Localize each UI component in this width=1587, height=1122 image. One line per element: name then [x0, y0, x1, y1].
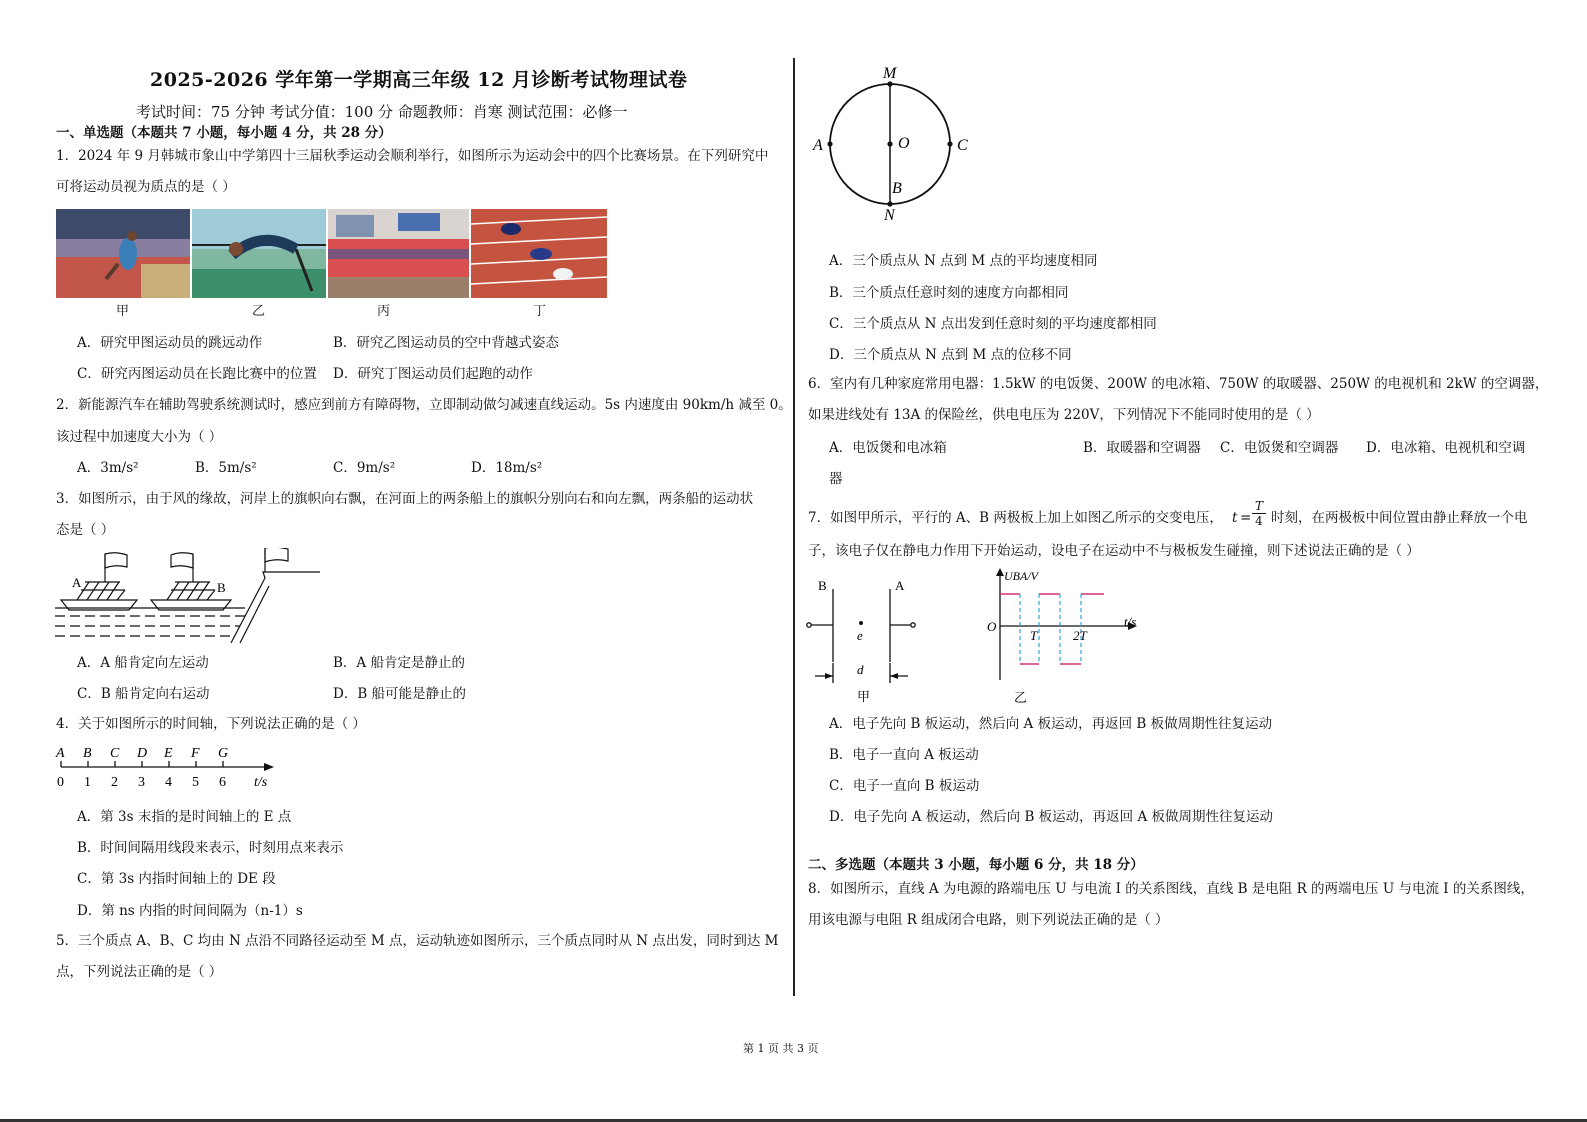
q2-option-d[interactable]: D．18m/s²: [471, 460, 543, 476]
q7-fraction-den: 4: [1252, 513, 1266, 528]
q2-stem-line2: 该过程中加速度大小为（ ）: [56, 429, 223, 445]
q7-option-b[interactable]: B．电子一直向 A 板运动: [829, 747, 979, 763]
q4-option-a[interactable]: A．第 3s 末指的是时间轴上的 E 点: [77, 809, 292, 825]
q6-option-b[interactable]: B．取暖器和空调器: [1083, 440, 1201, 456]
circle-label-n: N: [884, 207, 895, 224]
boat-b-label: B: [217, 580, 226, 595]
photo-long-distance-run: [328, 209, 469, 298]
circle-label-b: B: [892, 180, 902, 197]
voltage-graph-caption: 乙: [1014, 690, 1028, 705]
timeline-tick-label: 0: [57, 775, 64, 790]
column-divider: [793, 58, 795, 996]
q1-option-a[interactable]: A．研究甲图运动员的跳远动作: [77, 335, 263, 351]
plates-caption: 甲: [857, 689, 871, 704]
voltage-graph-figure: [980, 568, 1150, 710]
circle-label-o: O: [898, 135, 910, 152]
timeline-point-label: C: [110, 746, 120, 761]
voltage-graph-tick-2t: 2T: [1073, 628, 1087, 643]
q7-fraction: [1252, 499, 1266, 528]
timeline-tick-label: 6: [219, 775, 226, 790]
q7-equals: =: [1240, 510, 1252, 526]
q1-option-b[interactable]: B．研究乙图运动员的空中背越式姿态: [333, 335, 559, 351]
q5-option-c[interactable]: C．三个质点从 N 点出发到任意时刻的平均速度都相同: [829, 316, 1157, 332]
q5-stem-line1: 5．三个质点 A、B、C 均由 N 点沿不同路径运动至 M 点，运动轨迹如图所示，三个质点同时从 N 点出发，同时到达 M: [56, 933, 779, 949]
timeline-axis-label: t/s: [254, 775, 268, 790]
timeline-tick-label: 1: [84, 775, 91, 790]
boats-figure: [55, 548, 330, 654]
q8-stem-line1: 8．如图所示，直线 A 为电源的路端电压 U 与电流 I 的关系图线，直线 B 是电阻 R 的两端电压 U 与电流 I 的关系图线，: [808, 881, 1534, 897]
voltage-graph-xlabel: t/s: [1124, 614, 1137, 629]
q2-option-a[interactable]: A．3m/s²: [77, 460, 139, 476]
gap-label: d: [857, 662, 864, 677]
plate-b-label: B: [818, 578, 827, 593]
section-heading-multi-choice: 二、多选题（本题共 3 小题，每小题 6 分，共 18 分）: [808, 857, 1144, 873]
q2-stem-line1: 2．新能源汽车在辅助驾驶系统测试时，感应到前方有障碍物，立即制动做匀减速直线运动。5s 内速度由 90km/h 减至 0。: [56, 397, 792, 413]
q2-option-c[interactable]: C．9m/s²: [333, 460, 396, 476]
circle-label-m: M: [883, 65, 897, 82]
q6-stem-line1: 6．室内有几种家庭常用电器：1.5kW 的电饭煲、200W 的电冰箱、750W 的取暖器、250W 的电视机和 2kW 的空调器，: [808, 376, 1549, 392]
q1-stem-line2: 可将运动员视为质点的是（ ）: [56, 179, 236, 195]
q7-option-c[interactable]: C．电子一直向 B 板运动: [829, 778, 980, 794]
photo-caption-jia: 甲: [116, 304, 130, 319]
q3-stem-line1: 3．如图所示，由于风的缘故，河岸上的旗帜向右飘，在河面上的两条船上的旗帜分别向右和向左飘，两条船的运动状: [56, 491, 754, 507]
q7-var-t: t: [1232, 510, 1238, 526]
q6-stem-line2: 如果进线处有 13A 的保险丝，供电电压为 220V，下列情况下不能同时使用的是（ ）: [808, 407, 1320, 423]
q7-option-d[interactable]: D．电子先向 A 板运动，然后向 B 板运动，再返回 A 板做周期性往复运动: [829, 809, 1273, 825]
q1-stem-line1: 1．2024 年 9 月韩城市象山中学第四十三届秋季运动会顺利举行，如图所示为运动会中的四个比赛场景。在下列研究中: [56, 148, 769, 164]
timeline-figure: [52, 742, 277, 792]
q5-option-b[interactable]: B．三个质点任意时刻的速度方向都相同: [829, 285, 1069, 301]
q7-stem-line2: 子，该电子仅在静电力作用下开始运动，设电子在运动中不与极板发生碰撞，则下述说法正确的是（ ）: [808, 543, 1420, 559]
q3-option-c[interactable]: C．B 船肯定向右运动: [77, 686, 210, 702]
electron-label: e: [857, 628, 863, 643]
q1-option-d[interactable]: D．研究丁图运动员们起跑的动作: [333, 366, 533, 382]
q6-option-a[interactable]: A．电饭煲和电冰箱: [829, 440, 947, 456]
timeline-point-label: B: [83, 746, 92, 761]
page-title: 2025-2026 学年第一学期高三年级 12 月诊断考试物理试卷: [150, 69, 688, 91]
timeline-tick-label: 5: [192, 775, 199, 790]
plates-figure: [805, 577, 925, 709]
timeline-point-label: E: [164, 746, 173, 761]
q4-option-d[interactable]: D．第 ns 内指的时间间隔为（n-1）s: [77, 903, 303, 919]
photo-caption-bing: 丙: [377, 304, 391, 319]
timeline-tick-label: 3: [138, 775, 145, 790]
circle-paths-figure: [810, 62, 980, 226]
q7-stem-line1b: 时刻，在两极板中间位置由静止释放一个电: [1271, 510, 1528, 526]
timeline-point-label: A: [56, 746, 65, 761]
q3-option-a[interactable]: A．A 船肯定向左运动: [77, 655, 209, 671]
circle-label-a: A: [813, 137, 823, 154]
q4-stem-line1: 4．关于如图所示的时间轴，下列说法正确的是（ ）: [56, 716, 366, 732]
q3-option-d[interactable]: D．B 船可能是静止的: [333, 686, 467, 702]
q7-option-a[interactable]: A．电子先向 B 板运动，然后向 A 板运动，再返回 B 板做周期性往复运动: [829, 716, 1273, 732]
q7-fraction-num: T: [1254, 499, 1263, 513]
q5-option-a[interactable]: A．三个质点从 N 点到 M 点的平均速度相同: [829, 253, 1098, 269]
q1-option-c[interactable]: C．研究丙图运动员在长跑比赛中的位置: [77, 366, 317, 382]
q6-option-d[interactable]: D．电冰箱、电视机和空调: [1366, 440, 1526, 456]
page-footer: 第 1 页 共 3 页: [743, 1042, 819, 1055]
plate-a-label: A: [895, 578, 905, 593]
q7-stem-line1a: 7．如图甲所示，平行的 A、B 两极板上加上如图乙所示的交变电压，: [808, 510, 1223, 526]
timeline-tick-label: 4: [165, 775, 172, 790]
timeline-tick-label: 2: [111, 775, 118, 790]
q2-option-b[interactable]: B．5m/s²: [195, 460, 257, 476]
boat-a-label: A: [72, 575, 82, 590]
photo-caption-yi: 乙: [252, 304, 266, 319]
voltage-graph-ylabel: UBA/V: [1004, 569, 1038, 583]
q6-option-c[interactable]: C．电饭煲和空调器: [1220, 440, 1339, 456]
q3-stem-line2: 态是（ ）: [56, 522, 115, 538]
timeline-point-label: G: [218, 746, 229, 761]
q5-stem-line2: 点，下列说法正确的是（ ）: [56, 964, 223, 980]
q4-option-b[interactable]: B．时间间隔用线段来表示，时刻用点来表示: [77, 840, 344, 856]
photo-long-jump: [56, 209, 190, 298]
q4-option-c[interactable]: C．第 3s 内指时间轴上的 DE 段: [77, 871, 276, 887]
q5-option-d[interactable]: D．三个质点从 N 点到 M 点的位移不同: [829, 347, 1072, 363]
timeline-point-label: F: [191, 746, 200, 761]
voltage-graph-origin: O: [987, 619, 997, 634]
exam-info: 考试时间：75 分钟 考试分值：100 分 命题教师：肖寒 测试范围：必修一: [136, 103, 628, 121]
timeline-point-label: D: [137, 746, 148, 761]
photo-caption-ding: 丁: [533, 304, 547, 319]
circle-label-c: C: [957, 137, 968, 154]
q8-stem-line2: 用该电源与电阻 R 组成闭合电路，则下列说法正确的是（ ）: [808, 912, 1169, 928]
photo-sprint-start: [471, 209, 607, 298]
photo-high-jump: [192, 209, 326, 298]
voltage-graph-tick-t: T: [1030, 628, 1038, 643]
q3-option-b[interactable]: B．A 船肯定是静止的: [333, 655, 465, 671]
q6-option-d-continued: 器: [829, 471, 843, 487]
section-heading-single-choice: 一、单选题（本题共 7 小题，每小题 4 分，共 28 分）: [56, 125, 392, 141]
